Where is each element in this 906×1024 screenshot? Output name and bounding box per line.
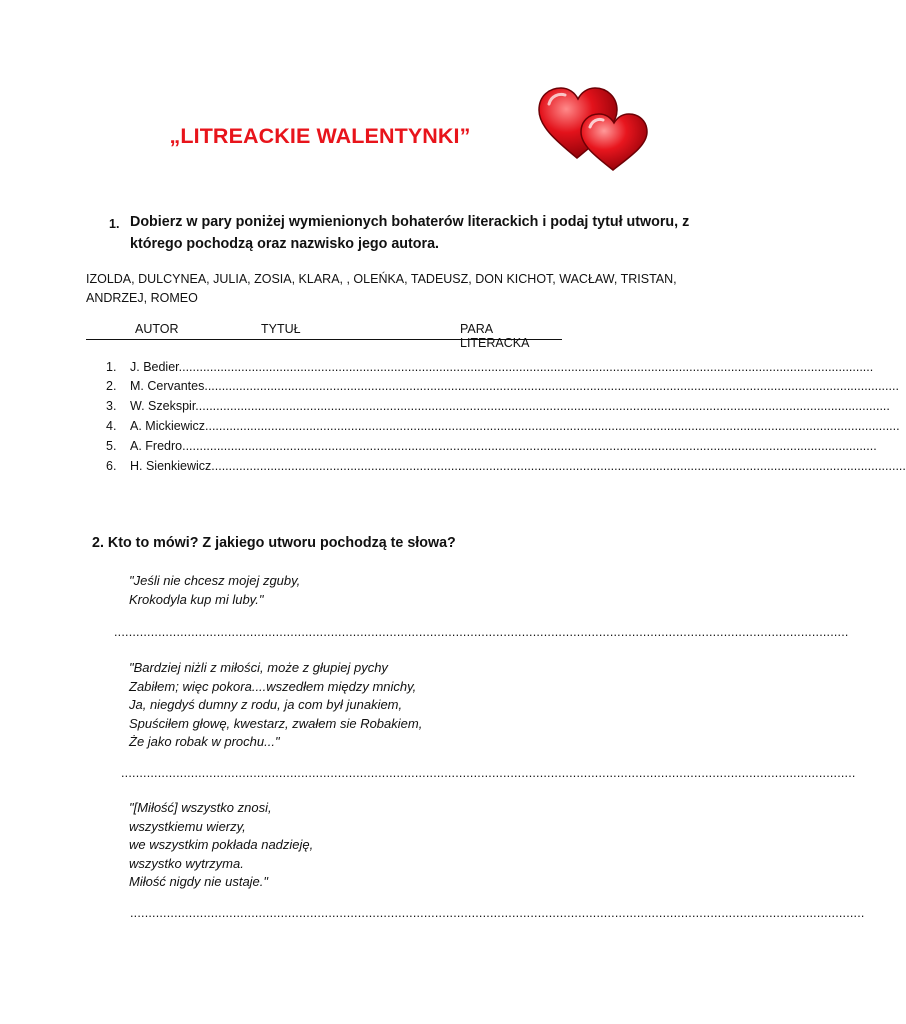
- header-author: AUTOR: [135, 322, 179, 336]
- quote-line: Ja, niegdyś dumny z rodu, ja com był junakiem,: [129, 697, 403, 712]
- author-number: 2.: [106, 379, 117, 393]
- author-name: A. Mickiewicz: [130, 419, 206, 433]
- author-number: 1.: [106, 360, 117, 374]
- answer-dotted-line[interactable]: ........................................................................................................................................................................................................: [204, 379, 899, 393]
- answer-dotted-line[interactable]: ........................................................................................................................................................................................................: [182, 439, 877, 453]
- author-row-6: [106, 459, 906, 473]
- task1-number: 1.: [109, 217, 120, 231]
- author-name: J. Bedier: [130, 360, 179, 374]
- quote-line: Że jako robak w prochu...": [129, 734, 280, 749]
- quote-2: [129, 659, 422, 752]
- author-row-5: [106, 439, 877, 453]
- author-number: 4.: [106, 419, 117, 433]
- answer-dotted-line[interactable]: ........................................................................................................................................................................................................: [211, 459, 906, 473]
- header-pair: PARA LITERACKA: [460, 322, 530, 350]
- author-number: 6.: [106, 459, 117, 473]
- hearts-decoration-icon: [535, 82, 653, 174]
- task1-instruction: Dobierz w pary poniżej wymienionych bohaterów literackich i podaj tytuł utworu, z którego pochodzą oraz nazwisko jego autora.: [130, 214, 690, 252]
- quote-line: Miłość nigdy nie ustaje.": [129, 874, 269, 889]
- author-row-3: [106, 399, 890, 413]
- author-row-1: [106, 360, 874, 374]
- author-name: M. Cervantes: [130, 379, 205, 393]
- answer-dotted-line-2[interactable]: ........................................................................................................................................................................................................: [121, 766, 856, 780]
- author-number: 3.: [106, 399, 117, 413]
- author-number: 5.: [106, 439, 117, 453]
- page-title: „LITREACKIE WALENTYNKI”: [169, 124, 471, 148]
- answer-dotted-line[interactable]: ........................................................................................................................................................................................................: [195, 399, 890, 413]
- table-header-row: [86, 322, 562, 350]
- author-row-2: [106, 379, 899, 393]
- quote-line: "Bardziej niżli z miłości, może z głupiej pychy: [129, 660, 388, 675]
- character-names-list: IZOLDA, DULCYNEA, JULIA, ZOSIA, KLARA, , OLEŃKA, TADEUSZ, DON KICHOT, WACŁAW, TRISTAN, ANDRZEJ, ROMEO: [86, 272, 677, 305]
- quote-line: wszystkiemu wierzy,: [129, 818, 246, 834]
- answer-dotted-line-1[interactable]: ........................................................................................................................................................................................................: [114, 625, 849, 639]
- author-name: H. Sienkiewicz: [130, 459, 212, 473]
- answer-dotted-line-3[interactable]: ........................................................................................................................................................................................................: [130, 906, 865, 920]
- quote-line: Zabiłem; więc pokora....wszedłem między mnichy,: [129, 678, 417, 694]
- task2-heading: 2. Kto to mówi? Z jakiego utworu pochodzą te słowa?: [92, 535, 456, 551]
- quote-line: we wszystkim pokłada nadzieję,: [129, 837, 314, 852]
- author-row-4: [106, 419, 900, 433]
- answer-dotted-line[interactable]: ........................................................................................................................................................................................................: [205, 419, 900, 433]
- quote-line: "Jeśli nie chcesz mojej zguby,: [129, 573, 301, 588]
- quote-line: "[Miłość] wszystko znosi,: [129, 800, 272, 815]
- quote-1: [129, 572, 300, 609]
- quote-3: [129, 799, 313, 892]
- quote-line: Spuściłem głowę, kwestarz, zwałem sie Robakiem,: [129, 715, 423, 731]
- author-name: W. Szekspir: [130, 399, 196, 413]
- header-title: TYTUŁ: [261, 322, 301, 336]
- quote-line: wszystko wytrzyma.: [129, 855, 244, 871]
- author-name: A. Fredro: [130, 439, 183, 453]
- answer-dotted-line[interactable]: ........................................................................................................................................................................................................: [178, 360, 874, 374]
- quote-line: Krokodyla kup mi luby.": [129, 591, 264, 607]
